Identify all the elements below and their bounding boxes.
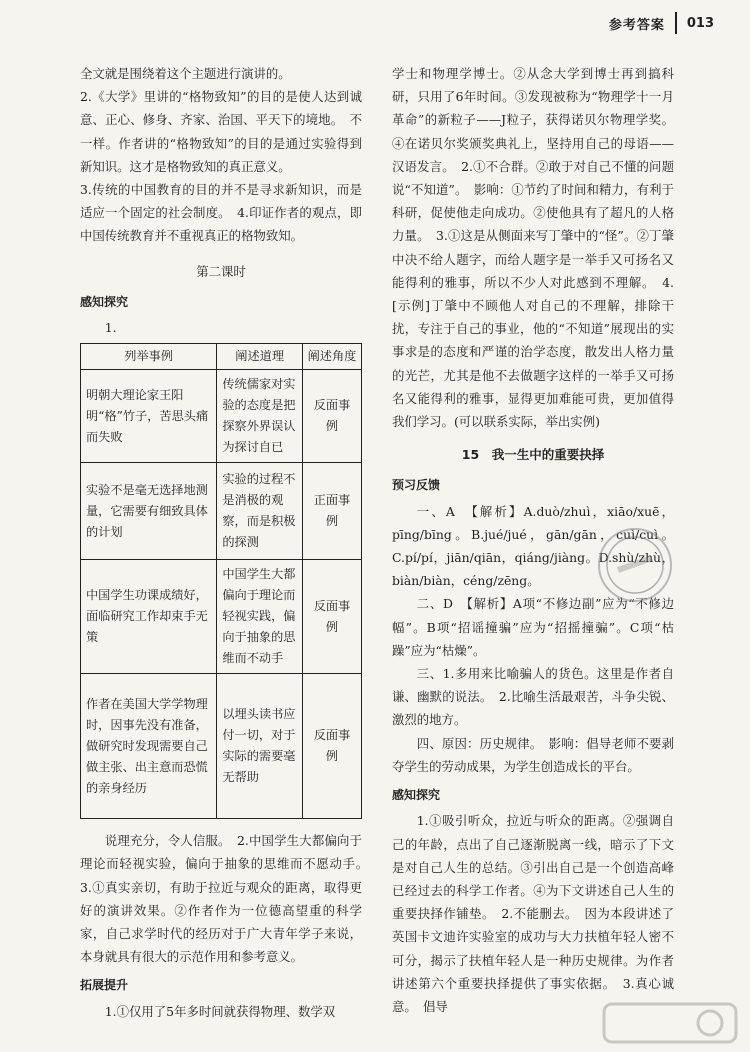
table-cell: 反面事例 (303, 560, 362, 674)
table-cell: 以埋头读书应付一切，对于实际的需要毫无帮助 (217, 674, 303, 819)
page-number: 013 (686, 15, 714, 31)
section-label-explore: 感知探究 (80, 294, 129, 309)
table-cell: 正面事例 (303, 463, 362, 560)
table-header-row (81, 344, 362, 370)
table-cell: 明朝大理论家王阳明“格”竹子，苦思头痛而失败 (81, 370, 217, 463)
section-label-preview: 预习反馈 (392, 478, 441, 493)
table-cell: 实验的过程不是消极的观察，而是积极的探测 (217, 463, 303, 560)
paragraph: 1.①仅用了5年多时间就获得物理、数学双 (104, 1003, 336, 1019)
section-label-extend: 拓展提升 (80, 978, 129, 993)
stamp-seal-icon (598, 528, 672, 602)
paragraph: 3.传统的中国教育的目的并不是寻求新知识，而是适应一个固定的社会制度。 4.印证作者的观点，即中国传统教育并不重视真正的格物致知。 (80, 182, 362, 244)
header-title: 参考答案 (608, 17, 665, 33)
table-cell: 反面事例 (303, 370, 362, 463)
table-cell: 作者在美国大学学物理时，因事先没有准备，做研究时发现需要自己做主张、出主意而恐慌的亲身经历 (81, 674, 217, 819)
item-number: 1. (104, 320, 117, 336)
table-cell: 中国学生功课成绩好，面临研究工作却束手无策 (81, 560, 217, 674)
table-cell: 传统儒家对实验的态度是把探察外界误认为探讨自已 (217, 370, 303, 463)
watermark-logo-icon (600, 1000, 740, 1046)
paragraph: 全文就是围绕着这个主题进行演讲的。 (80, 66, 291, 81)
column-header: 列举事例 (81, 344, 217, 370)
section-label-explore-2: 感知探究 (392, 788, 441, 803)
paragraph: 一、A 【解析】A.duò/zhuì，xiāo/xuē，pīng/bīng。B.jué/jué，gān/gān，cuì/cuì。C.pí/pí，jiān/qiān，qiáng/jiàng。D.shù/zhù，biàn/biàn，céng/zēng。 (392, 503, 674, 589)
comparison-table (80, 343, 362, 819)
chapter-title: 15 我一生中的重要抉择 (461, 447, 605, 463)
left-column (80, 62, 375, 1023)
paragraph: 说理充分，令人信服。 2.中国学生大都偏向于理论而轻视实验，偏向于抽象的思维而不愿动手。 3.①真实亲切，有助于拉近与观众的距离，取得更好的演讲效果。②作者作为一位德高望重的科学家，自己求学时代的经历对于广大青年学子来说，本身就具有很大的示范作用和参考意义。 (80, 833, 375, 965)
page-header (609, 12, 714, 34)
table-cell: 中国学生大都偏向于理论而轻视实践，偏向于抽象的思维而不动手 (217, 560, 303, 674)
column-header: 阐述角度 (303, 344, 362, 370)
paragraph: 学士和物理学博士。②从念大学到博士再到搞科研，只用了6年时间。③发现被称为“物理学十一月革命”的新粒子——J粒子，获得诺贝尔物理学奖。④在诺贝尔奖颁奖典礼上，坚持用自己的母语——汉语发言。 2.①不合群。②敢于对自己不懂的问题说“不知道”。 影响：①节约了时间和精力，有利于科研，促使他走向成功。②使他具有了超凡的人格力量。 3.①这是从侧面来写丁肇中的“怪”。②丁肇中决不给人题字，而给人题字是一举手又可扬名又能得利的雅事，所以不少人对此感到不理解。 4.[示例]丁肇中不顾他人对自己的不理解，排除干扰，专注于自己的事业，他的“不知道”展现出的实事求是的态度和严谨的治学态度，散发出人格力量的光芒，尤其是他不去做题字这样的一举手又可扬名又能得利的雅事，显得更加难能可贵，更加值得我们学习。(可以联系实际，举出实例) (392, 66, 674, 430)
header-divider (675, 12, 677, 34)
paragraph: 1.①吸引听众，拉近与听众的距离。②强调自己的年龄，点出了自己逐渐脱离一线，暗示了下文是对自己人生的总结。③引出自己是一个创造高峰已经过去的科学工作者。④为下文讲述自己人生的重要抉择作铺垫。 2.不能删去。 因为本段讲述了英国卡文迪许实验室的成功与大力扶植年轻人密不可分，揭示了扶植年轻人是一种历史规律。为作者讲述第六个重要抉择提供了事实依据。 3.真心诚意。 倡导 (392, 813, 674, 1014)
column-header: 阐述道理 (217, 344, 303, 370)
table-row (81, 674, 362, 819)
table-row (81, 463, 362, 560)
table-row (81, 370, 362, 463)
paragraph: 2.《大学》里讲的“格物致知”的目的是使人达到诚意、正心、修身、齐家、治国、平天下的境地。 不一样。作者讲的“格物致知”的目的是通过实验得到新知识。这才是格物致知的真正意义。 (80, 89, 362, 174)
table-cell: 反面事例 (303, 674, 362, 819)
table-row (81, 560, 362, 674)
table-cell: 实验不是毫无选择地测量，它需要有细致具体的计划 (81, 463, 217, 560)
lesson-title: 第二课时 (196, 263, 246, 279)
paragraph: 二、D 【解析】A项“不修边副”应为“不修边幅”。B项“招谣撞骗”应为“招摇撞骗”。C项“枯躁”应为“枯燥”。 (392, 596, 674, 658)
paragraph: 四、原因：历史规律。 影响：倡导老师不要剥夺学生的劳动成果，为学生创造成长的平台。 (392, 735, 674, 774)
paragraph: 三、1.多用来比喻骗人的货色。这里是作者自谦、幽默的说法。 2.比喻生活最艰苦，斗争尖锐、激烈的地方。 (392, 666, 674, 728)
